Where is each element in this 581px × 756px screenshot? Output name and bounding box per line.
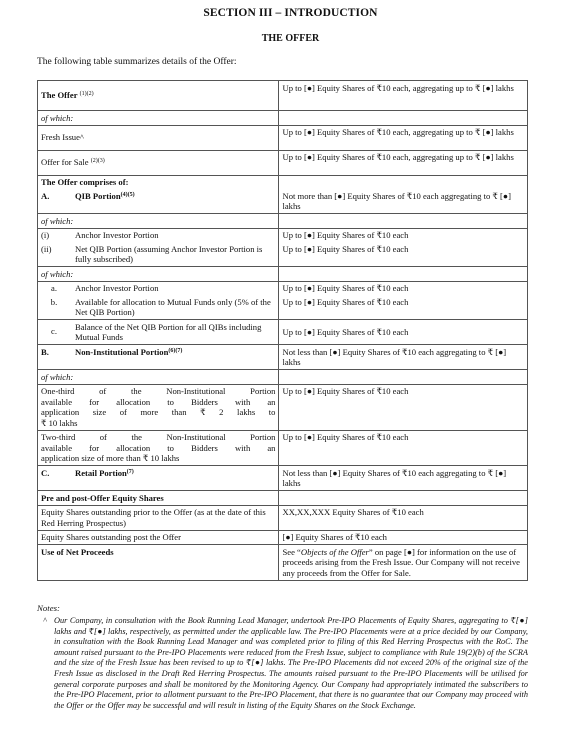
table-row (38, 125, 528, 150)
row-number: A. (41, 190, 50, 201)
of-which-label: of which: (38, 214, 279, 229)
table-row (38, 189, 528, 214)
of-which-label: of which: (38, 267, 279, 282)
row-number: B. (41, 346, 49, 357)
table-row (38, 242, 528, 267)
row-text: Two-third of the Non-Institutional Portion (41, 432, 276, 442)
empty-cell (279, 491, 528, 506)
row-text: application size of more than ₹ 10 lakhs (41, 453, 180, 463)
table-row (38, 267, 528, 282)
table-row (38, 281, 528, 295)
table-row (38, 150, 528, 175)
row-text: ₹ 10 lakhs (41, 417, 78, 428)
row-value: Not more than [●] Equity Shares of ₹10 each aggregating to ₹ [●] lakhs (279, 189, 528, 214)
row-value: Not less than [●] Equity Shares of ₹10 each aggregating to ₹ [●] lakhs (279, 466, 528, 491)
row-value: Up to [●] Equity Shares of ₹10 each (279, 430, 528, 466)
row-label (38, 345, 279, 370)
footnote-ref: (7) (126, 468, 134, 475)
value-text: See “ (282, 546, 301, 557)
table-row (38, 370, 528, 385)
table-row (38, 175, 528, 189)
section-label: The Offer comprises of: (38, 175, 279, 189)
row-text: application size of more than ₹ 2 lakhs to (41, 407, 276, 417)
cross-reference: Objects of the Offer (300, 546, 369, 557)
page-subtitle: THE OFFER (261, 33, 320, 44)
row-label: Use of Net Proceeds (38, 545, 279, 581)
table-row (38, 81, 528, 111)
retail-label: Retail Portion (75, 467, 127, 478)
row-text: Anchor Investor Portion (75, 283, 159, 293)
table-row (38, 228, 528, 242)
ofs-label: Offer for Sale (41, 157, 89, 168)
notes-label: Notes: (37, 603, 60, 613)
row-text: Net QIB Portion (assuming Anchor Investor Portion is fully subscribed) (75, 243, 263, 264)
row-value: Up to [●] Equity Shares of ₹10 each (279, 384, 528, 430)
row-value: Up to [●] Equity Shares of ₹10 each (279, 281, 528, 295)
row-number: b. (50, 296, 58, 307)
table-row (38, 545, 528, 581)
row-value: Up to [●] Equity Shares of ₹10 each, aggregating up to ₹ [●] lakhs (279, 150, 528, 175)
footnote-ref: (6)(7) (168, 347, 183, 354)
row-label (38, 242, 279, 267)
row-value: [●] Equity Shares of ₹10 each (279, 530, 528, 545)
row-value: XX,XX,XXX Equity Shares of ₹10 each (279, 505, 528, 530)
row-value: Up to [●] Equity Shares of ₹10 each (279, 228, 528, 242)
table-row (38, 295, 528, 320)
row-text: Available for allocation to Mutual Funds only (5% of the Net QIB Portion) (75, 296, 271, 317)
footnote-text: Our Company, in consultation with the Book Running Lead Manager, undertook Pre-IPO Placements of Equity Shares, aggregating to ₹[●] lakhs and ₹[●] lakhs, respectively, as permitted under the applicable law. The Pre-IPO Placements were at a price decided by our Company, in consultation with the Book Running Lead Manager and was completed prior to filing of this Red Herring Prospectus with the RoC. The amount raised pursuant to the Pre-IPO Placements were reduced from the Fresh Issue, subject to compliance with Rule 19(2)(b) of the SCRA and the size of the Fresh Issue has been revised to up to ₹[●] lakhs. The Pre-IPO Placements did not exceed 20% of the original size of the Fresh Issue as disclosed in the Draft Red Herring Prospectus. The amounts raised pursuant to the Pre-IPO Placements will be utilised for general corporate purposes and shall be monitored by the Monitoring Agency. Our Company had appropriately intimated the subscribers to the Pre-IPO Placement, prior to allotment pursuant to the Pre-IPO Placement, that there is no guarantee that our Company may proceed with the Offer or the Offer may be successful and will result in listing of the Equity Shares on the Stock Exchange. (54, 616, 528, 710)
row-text: Anchor Investor Portion (75, 230, 159, 240)
row-label (38, 189, 279, 214)
row-label (38, 430, 279, 466)
table-row (38, 384, 528, 430)
table-row (38, 345, 528, 370)
row-number: C. (41, 467, 50, 478)
row-label (38, 466, 279, 491)
table-row (38, 505, 528, 530)
footnote-mark: ^ (43, 616, 47, 625)
row-label: Fresh Issue^ (38, 125, 279, 150)
footnote-ref: (1)(2) (79, 91, 94, 98)
row-value: Not less than [●] Equity Shares of ₹10 each aggregating to ₹ [●] lakhs (279, 345, 528, 370)
row-label (38, 228, 279, 242)
row-label (38, 150, 279, 175)
offer-label: The Offer (41, 90, 78, 101)
empty-cell (279, 214, 528, 229)
row-text: available for allocation to Bidders with an (41, 396, 276, 407)
table-row (38, 430, 528, 466)
intro-text: The following table summarizes details of the Offer: (37, 57, 237, 67)
section-label: Pre and post-Offer Equity Shares (38, 491, 279, 506)
row-label (38, 281, 279, 295)
of-which-label: of which: (38, 370, 279, 385)
row-text: Balance of the Net QIB Portion for all QIBs including Mutual Funds (75, 321, 262, 342)
row-label: Equity Shares outstanding post the Offer (38, 530, 279, 545)
row-label (38, 81, 279, 111)
row-number: a. (51, 283, 57, 293)
row-text: One-third of the Non-Institutional Portion (41, 386, 276, 396)
empty-cell (279, 175, 528, 189)
of-which-label: of which: (38, 111, 279, 126)
row-number: (ii) (41, 243, 52, 254)
table-row (38, 214, 528, 229)
row-value: Up to [●] Equity Shares of ₹10 each (279, 295, 528, 320)
table-row (38, 466, 528, 491)
row-label (38, 384, 279, 430)
table-row (38, 491, 528, 506)
row-number: (i) (41, 230, 50, 240)
table-row (38, 111, 528, 126)
row-number: c. (51, 325, 57, 336)
table-row (38, 530, 528, 545)
row-text: available for allocation to Bidders with an (41, 442, 276, 453)
row-value (279, 545, 528, 581)
empty-cell (279, 267, 528, 282)
row-value: Up to [●] Equity Shares of ₹10 each (279, 242, 528, 267)
empty-cell (279, 370, 528, 385)
qib-label: QIB Portion (75, 190, 121, 201)
table-row (38, 320, 528, 345)
row-value: Up to [●] Equity Shares of ₹10 each (279, 320, 528, 345)
row-label (38, 320, 279, 345)
offer-table (37, 80, 528, 581)
row-value: Up to [●] Equity Shares of ₹10 each, aggregating up to ₹ [●] lakhs (279, 125, 528, 150)
footnote-ref: (2)(3) (90, 158, 105, 165)
row-label: Equity Shares outstanding prior to the Offer (as at the date of this Red Herring Prospectus) (38, 505, 279, 530)
value-text: ” on page [●] for information on the use of proceeds arising from the Fresh Issue. Our Company will not receive any proceeds from the Offer for Sale. (282, 546, 520, 578)
footnote-ref: (4)(5) (120, 191, 135, 198)
nii-label: Non-Institutional Portion (75, 346, 169, 357)
empty-cell (279, 111, 528, 126)
section-title: SECTION III – INTRODUCTION (203, 7, 378, 19)
row-value: Up to [●] Equity Shares of ₹10 each, aggregating up to ₹ [●] lakhs (279, 81, 528, 111)
footnote (37, 616, 528, 711)
row-label (38, 295, 279, 320)
